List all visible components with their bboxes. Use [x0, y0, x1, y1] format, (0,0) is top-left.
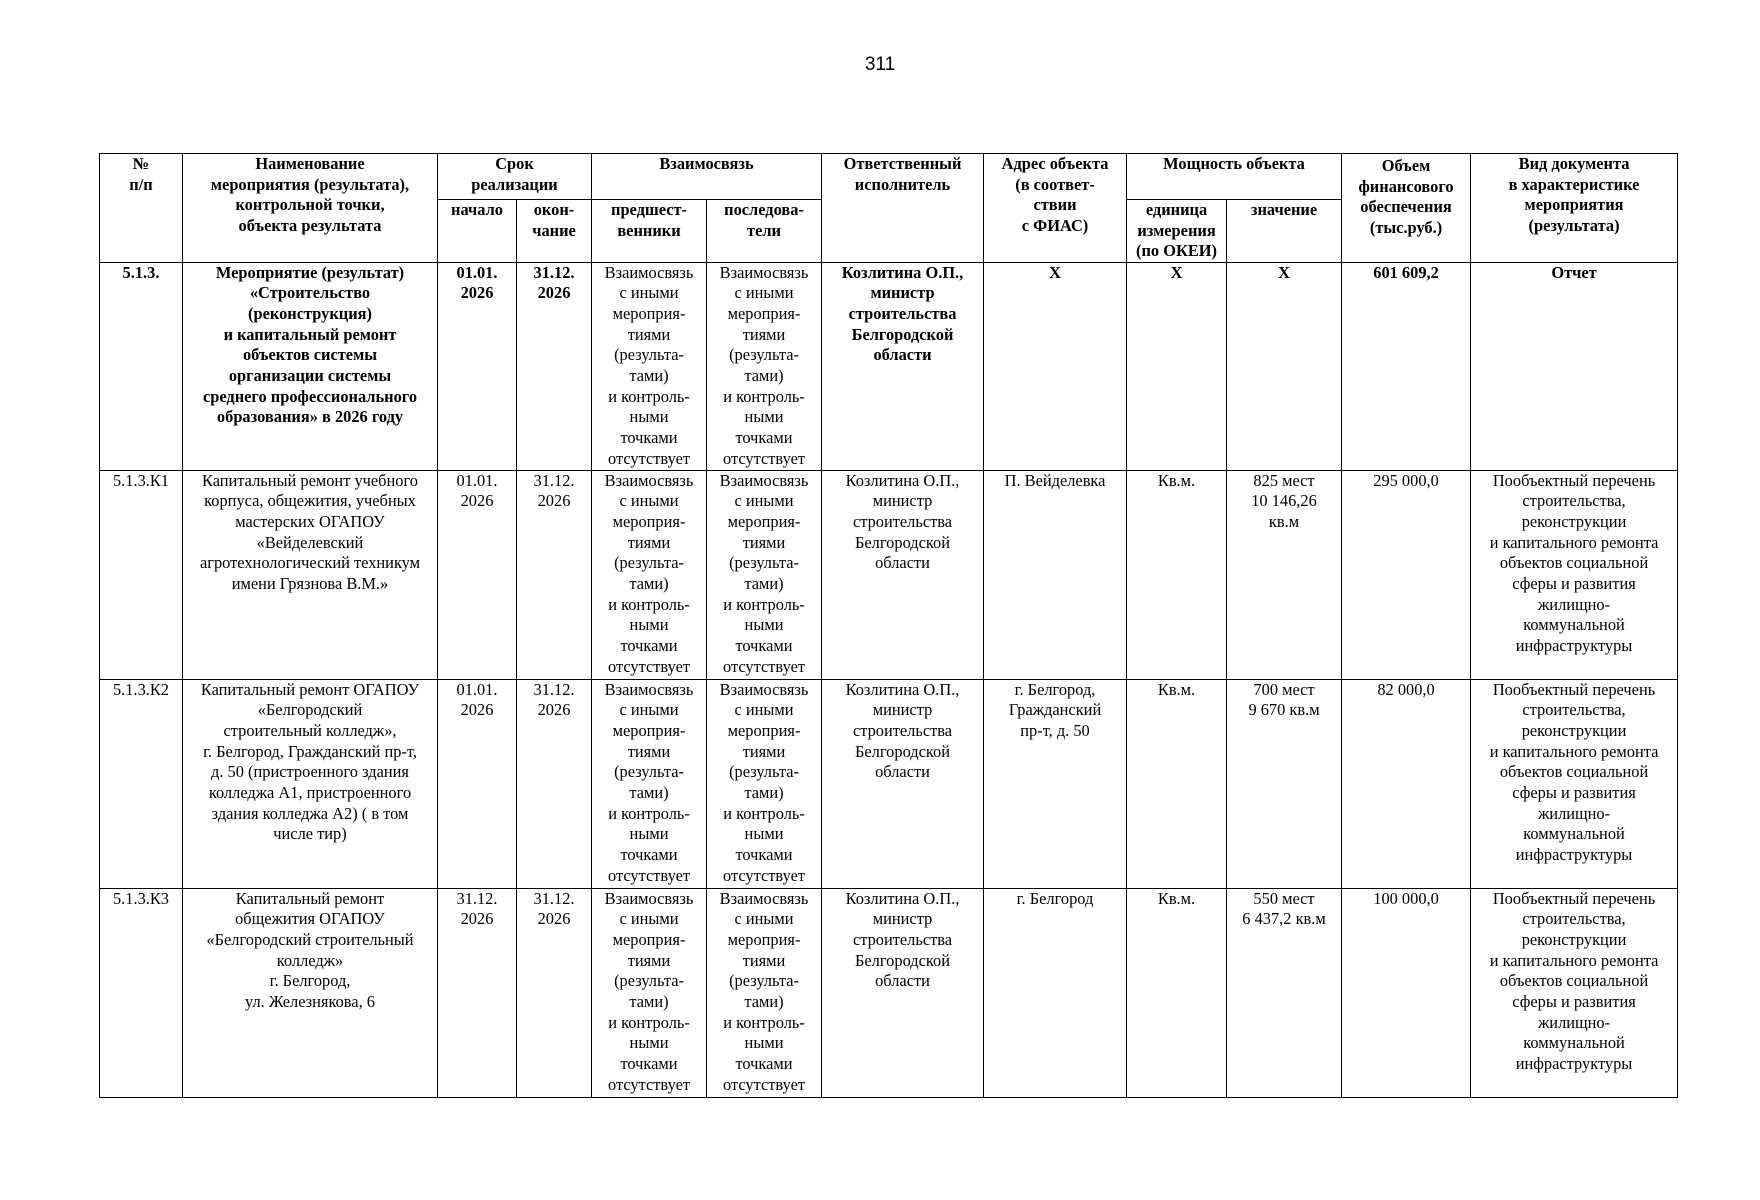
header-executor: Ответственный исполнитель [822, 154, 984, 263]
row-num: 5.1.3.К2 [100, 679, 183, 888]
header-capacity-unit: единица измерения (по ОКЕИ) [1127, 200, 1227, 263]
row-value: X [1227, 262, 1342, 470]
header-capacity-value: значение [1227, 200, 1342, 263]
row-name: Капитальный ремонт ОГАПОУ «Белгородский строительный колледж», г. Белгород, Гражданский пр-т, д. 50 (пристроенного здания колледжа А1, пристроенного здания колледжа А2) ( в том числе тир) [183, 679, 438, 888]
row-doc: Пообъектный перечень строительства, реконструкции и капитального ремонта объектов социальной сферы и развития жилищно- коммунальной инфраструктуры [1471, 679, 1678, 888]
table-header [100, 154, 1678, 263]
header-name: Наименование мероприятия (результата), контрольной точки, объекта результата [183, 154, 438, 263]
row-executor: Козлитина О.П., министр строительства Белгородской области [822, 470, 984, 679]
table-row [100, 470, 1678, 679]
row-value: 825 мест 10 146,26 кв.м [1227, 470, 1342, 679]
activities-table [99, 153, 1678, 1098]
row-executor: Козлитина О.П., министр строительства Белгородской области [822, 262, 984, 470]
row-succ: Взаимосвязь с иными мероприя- тиями (результа- тами) и контроль- ными точками отсутствует [707, 262, 822, 470]
row-address: X [984, 262, 1127, 470]
header-relation-succ: последова- тели [707, 200, 822, 263]
row-start: 01.01. 2026 [438, 262, 517, 470]
row-funding: 295 000,0 [1342, 470, 1471, 679]
row-end: 31.12. 2026 [517, 470, 592, 679]
row-pred: Взаимосвязь с иными мероприя- тиями (результа- тами) и контроль- ными точками отсутствует [592, 679, 707, 888]
page-number: 311 [864, 54, 896, 75]
header-capacity: Мощность объекта [1127, 154, 1342, 200]
row-funding: 82 000,0 [1342, 679, 1471, 888]
row-value: 550 мест 6 437,2 кв.м [1227, 888, 1342, 1097]
row-name: Капитальный ремонт общежития ОГАПОУ «Белгородский строительный колледж» г. Белгород, ул. Железнякова, 6 [183, 888, 438, 1097]
row-start: 01.01. 2026 [438, 470, 517, 679]
header-relation-pred: предшест- венники [592, 200, 707, 263]
row-end: 31.12. 2026 [517, 262, 592, 470]
row-value: 700 мест 9 670 кв.м [1227, 679, 1342, 888]
header-period-start: начало [438, 200, 517, 263]
row-start: 31.12. 2026 [438, 888, 517, 1097]
row-end: 31.12. 2026 [517, 888, 592, 1097]
row-name: Капитальный ремонт учебного корпуса, общежития, учебных мастерских ОГАПОУ «Вейделевский агротехнологический техникум имени Грязнова В.М.» [183, 470, 438, 679]
header-doc-type: Вид документа в характеристике мероприятия (результата) [1471, 154, 1678, 263]
header-period: Срок реализации [438, 154, 592, 200]
row-funding: 100 000,0 [1342, 888, 1471, 1097]
row-unit: Кв.м. [1127, 679, 1227, 888]
row-pred: Взаимосвязь с иными мероприя- тиями (результа- тами) и контроль- ными точками отсутствует [592, 470, 707, 679]
header-funding: Объем финансового обеспечения (тыс.руб.) [1342, 154, 1471, 263]
row-succ: Взаимосвязь с иными мероприя- тиями (результа- тами) и контроль- ными точками отсутствует [707, 679, 822, 888]
row-doc: Пообъектный перечень строительства, реконструкции и капитального ремонта объектов социальной сферы и развития жилищно- коммунальной инфраструктуры [1471, 470, 1678, 679]
row-end: 31.12. 2026 [517, 679, 592, 888]
row-executor: Козлитина О.П., министр строительства Белгородской области [822, 679, 984, 888]
row-address: г. Белгород, Гражданский пр-т, д. 50 [984, 679, 1127, 888]
row-executor: Козлитина О.П., министр строительства Белгородской области [822, 888, 984, 1097]
row-doc: Пообъектный перечень строительства, реконструкции и капитального ремонта объектов социальной сферы и развития жилищно- коммунальной инфраструктуры [1471, 888, 1678, 1097]
row-name: Мероприятие (результат) «Строительство (реконструкция) и капитальный ремонт объектов системы организации системы среднего профессионального образования» в 2026 году [183, 262, 438, 470]
table-row [100, 262, 1678, 470]
row-pred: Взаимосвязь с иными мероприя- тиями (результа- тами) и контроль- ными точками отсутствует [592, 888, 707, 1097]
header-period-end: окон- чание [517, 200, 592, 263]
row-unit: Кв.м. [1127, 470, 1227, 679]
row-num: 5.1.3. [100, 262, 183, 470]
row-num: 5.1.3.К3 [100, 888, 183, 1097]
row-start: 01.01. 2026 [438, 679, 517, 888]
header-num: № п/п [100, 154, 183, 263]
row-unit: Кв.м. [1127, 888, 1227, 1097]
table-row [100, 679, 1678, 888]
row-doc: Отчет [1471, 262, 1678, 470]
row-unit: X [1127, 262, 1227, 470]
row-address: г. Белгород [984, 888, 1127, 1097]
row-funding: 601 609,2 [1342, 262, 1471, 470]
row-num: 5.1.3.К1 [100, 470, 183, 679]
row-pred: Взаимосвязь с иными мероприя- тиями (результа- тами) и контроль- ными точками отсутствует [592, 262, 707, 470]
row-address: П. Вейделевка [984, 470, 1127, 679]
header-relation: Взаимосвязь [592, 154, 822, 200]
header-address: Адрес объекта (в соответ- ствии с ФИАС) [984, 154, 1127, 263]
table-row [100, 888, 1678, 1097]
row-succ: Взаимосвязь с иными мероприя- тиями (результа- тами) и контроль- ными точками отсутствует [707, 888, 822, 1097]
row-succ: Взаимосвязь с иными мероприя- тиями (результа- тами) и контроль- ными точками отсутствует [707, 470, 822, 679]
